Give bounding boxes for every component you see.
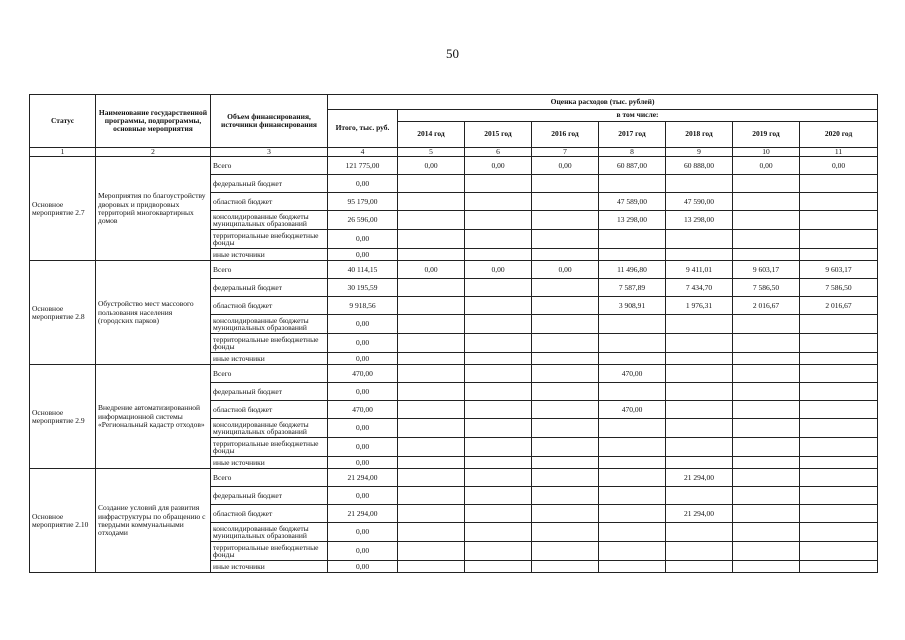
year-value [666, 334, 733, 353]
year-value [398, 365, 465, 383]
financing-source: областной бюджет [211, 297, 328, 315]
table-row [30, 157, 878, 175]
year-value [733, 175, 800, 193]
year-value [599, 457, 666, 469]
header-year: 2019 год [733, 122, 800, 148]
year-value: 7 586,50 [800, 279, 878, 297]
year-value [532, 353, 599, 365]
year-value [666, 383, 733, 401]
year-value [398, 419, 465, 438]
year-value [465, 211, 532, 230]
financing-source: территориальные внебюджетные фонды [211, 438, 328, 457]
total-value: 0,00 [328, 487, 398, 505]
year-value [733, 561, 800, 573]
table-body [30, 157, 878, 573]
year-value [666, 457, 733, 469]
year-value [398, 315, 465, 334]
financing-source: иные источники [211, 353, 328, 365]
year-value [599, 353, 666, 365]
year-value [532, 542, 599, 561]
year-value [532, 419, 599, 438]
year-value [465, 193, 532, 211]
year-value [465, 419, 532, 438]
total-value: 0,00 [328, 438, 398, 457]
header-year: 2016 год [532, 122, 599, 148]
year-value [465, 457, 532, 469]
year-value: 47 589,00 [599, 193, 666, 211]
year-value: 0,00 [398, 157, 465, 175]
year-value [398, 469, 465, 487]
year-value [532, 365, 599, 383]
year-value: 1 976,31 [666, 297, 733, 315]
measure-status: Основное мероприятие 2.7 [30, 157, 96, 261]
column-number: 2 [96, 148, 211, 157]
financing-source: территориальные внебюджетные фонды [211, 334, 328, 353]
year-value [398, 523, 465, 542]
year-value: 0,00 [532, 261, 599, 279]
year-value [666, 438, 733, 457]
year-value [398, 297, 465, 315]
total-value: 470,00 [328, 365, 398, 383]
year-value [398, 457, 465, 469]
year-value [465, 487, 532, 505]
table-row [30, 469, 878, 487]
year-value: 9 603,17 [733, 261, 800, 279]
header-year: 2014 год [398, 122, 465, 148]
year-value [465, 175, 532, 193]
year-value [532, 175, 599, 193]
year-value: 21 294,00 [666, 505, 733, 523]
year-value [666, 401, 733, 419]
total-value: 95 179,00 [328, 193, 398, 211]
year-value [532, 193, 599, 211]
financing-source: областной бюджет [211, 193, 328, 211]
year-value: 0,00 [532, 157, 599, 175]
header-year: 2020 год [800, 122, 878, 148]
year-value [733, 487, 800, 505]
year-value [599, 542, 666, 561]
header-total: Итого, тыс. руб. [328, 110, 398, 148]
total-value: 26 596,00 [328, 211, 398, 230]
financing-source: консолидированные бюджеты муниципальных образований [211, 523, 328, 542]
financing-source: Всего [211, 469, 328, 487]
year-value [599, 561, 666, 573]
financing-source: областной бюджет [211, 401, 328, 419]
year-value [398, 353, 465, 365]
year-value [800, 249, 878, 261]
year-value [733, 353, 800, 365]
measure-status: Основное мероприятие 2.9 [30, 365, 96, 469]
year-value [800, 523, 878, 542]
year-value: 9 411,01 [666, 261, 733, 279]
total-value: 0,00 [328, 249, 398, 261]
year-value [666, 542, 733, 561]
total-value: 0,00 [328, 542, 398, 561]
year-value [398, 211, 465, 230]
year-value [800, 401, 878, 419]
page-number: 50 [446, 46, 459, 61]
year-value: 7 586,50 [733, 279, 800, 297]
year-value [465, 334, 532, 353]
year-value [800, 457, 878, 469]
year-value: 2 016,67 [733, 297, 800, 315]
year-value [532, 249, 599, 261]
year-value: 2 016,67 [800, 297, 878, 315]
financing-source: Всего [211, 261, 328, 279]
year-value: 13 298,00 [666, 211, 733, 230]
year-value [733, 334, 800, 353]
year-value [599, 383, 666, 401]
year-value [666, 175, 733, 193]
year-value [599, 523, 666, 542]
year-value [532, 469, 599, 487]
total-value: 21 294,00 [328, 469, 398, 487]
year-value [733, 193, 800, 211]
year-value [465, 438, 532, 457]
column-number: 3 [211, 148, 328, 157]
year-value [733, 365, 800, 383]
column-number: 8 [599, 148, 666, 157]
header-year: 2018 год [666, 122, 733, 148]
header-estimate: Оценка расходов (тыс. рублей) [328, 95, 878, 110]
year-value [666, 249, 733, 261]
year-value [800, 353, 878, 365]
measure-name: Создание условий для развития инфраструктуры по обращению с твердыми коммунальными отходами [96, 469, 211, 573]
year-value [800, 561, 878, 573]
financing-source: иные источники [211, 457, 328, 469]
year-value [599, 505, 666, 523]
financing-source: консолидированные бюджеты муниципальных образований [211, 419, 328, 438]
year-value: 60 888,00 [666, 157, 733, 175]
year-value [465, 523, 532, 542]
column-number-row [30, 148, 878, 157]
year-value [398, 193, 465, 211]
year-value [532, 334, 599, 353]
year-value: 470,00 [599, 401, 666, 419]
year-value [733, 505, 800, 523]
year-value [800, 419, 878, 438]
year-value [532, 315, 599, 334]
year-value [465, 561, 532, 573]
year-value [398, 249, 465, 261]
measure-name: Обустройство мест массового пользования населения (городских парков) [96, 261, 211, 365]
year-value [666, 353, 733, 365]
budget-table [29, 94, 878, 573]
year-value: 7 587,89 [599, 279, 666, 297]
year-value [532, 505, 599, 523]
column-number: 7 [532, 148, 599, 157]
year-value [465, 249, 532, 261]
financing-source: федеральный бюджет [211, 487, 328, 505]
year-value [398, 279, 465, 297]
year-value [800, 438, 878, 457]
year-value [733, 469, 800, 487]
total-value: 0,00 [328, 230, 398, 249]
year-value [733, 383, 800, 401]
year-value [733, 542, 800, 561]
year-value [800, 542, 878, 561]
year-value [599, 487, 666, 505]
year-value: 7 434,70 [666, 279, 733, 297]
year-value [532, 230, 599, 249]
measure-status: Основное мероприятие 2.8 [30, 261, 96, 365]
year-value [733, 438, 800, 457]
year-value [800, 193, 878, 211]
year-value [398, 175, 465, 193]
year-value [733, 523, 800, 542]
year-value [733, 249, 800, 261]
year-value [465, 469, 532, 487]
financing-source: областной бюджет [211, 505, 328, 523]
header-year: 2015 год [465, 122, 532, 148]
column-number: 11 [800, 148, 878, 157]
financing-source: территориальные внебюджетные фонды [211, 230, 328, 249]
year-value [465, 315, 532, 334]
total-value: 0,00 [328, 523, 398, 542]
year-value [465, 542, 532, 561]
column-number: 6 [465, 148, 532, 157]
year-value [599, 438, 666, 457]
year-value [733, 230, 800, 249]
year-value [800, 230, 878, 249]
financing-source: иные источники [211, 249, 328, 261]
year-value [398, 334, 465, 353]
header-including: в том числе: [398, 110, 878, 122]
column-number: 10 [733, 148, 800, 157]
year-value [398, 230, 465, 249]
year-value [800, 211, 878, 230]
header-financing: Объем финансирования, источники финансирования [211, 95, 328, 148]
total-value: 0,00 [328, 175, 398, 193]
total-value: 0,00 [328, 334, 398, 353]
header-year: 2017 год [599, 122, 666, 148]
header-status: Статус [30, 95, 96, 148]
year-value [666, 365, 733, 383]
year-value [800, 505, 878, 523]
year-value [532, 211, 599, 230]
year-value [733, 419, 800, 438]
column-number: 1 [30, 148, 96, 157]
financing-source: консолидированные бюджеты муниципальных образований [211, 211, 328, 230]
year-value: 0,00 [465, 157, 532, 175]
total-value: 0,00 [328, 353, 398, 365]
year-value [398, 505, 465, 523]
total-value: 121 775,00 [328, 157, 398, 175]
year-value [666, 419, 733, 438]
year-value [465, 383, 532, 401]
year-value [733, 211, 800, 230]
year-value [733, 315, 800, 334]
year-value [398, 487, 465, 505]
year-value [465, 279, 532, 297]
year-value [800, 334, 878, 353]
header-name: Наименование государственной программы, подпрограммы, основные мероприятия [96, 95, 211, 148]
year-value [599, 315, 666, 334]
year-value [599, 469, 666, 487]
total-value: 0,00 [328, 561, 398, 573]
total-value: 0,00 [328, 383, 398, 401]
year-value: 0,00 [465, 261, 532, 279]
year-value [465, 353, 532, 365]
year-value [800, 315, 878, 334]
year-value [599, 419, 666, 438]
year-value [465, 505, 532, 523]
total-value: 470,00 [328, 401, 398, 419]
financing-source: иные источники [211, 561, 328, 573]
measure-name: Мероприятия по благоустройству дворовых и придворовых территорий многоквартирных домов [96, 157, 211, 261]
year-value: 21 294,00 [666, 469, 733, 487]
total-value: 21 294,00 [328, 505, 398, 523]
year-value [532, 487, 599, 505]
financing-source: территориальные внебюджетные фонды [211, 542, 328, 561]
year-value [599, 230, 666, 249]
year-value [733, 457, 800, 469]
column-number: 4 [328, 148, 398, 157]
year-value: 0,00 [398, 261, 465, 279]
table-row [30, 261, 878, 279]
year-value [599, 175, 666, 193]
year-value [532, 401, 599, 419]
year-value [398, 542, 465, 561]
total-value: 30 195,59 [328, 279, 398, 297]
year-value [599, 249, 666, 261]
year-value [532, 438, 599, 457]
year-value: 60 887,00 [599, 157, 666, 175]
year-value [465, 230, 532, 249]
year-value [666, 230, 733, 249]
year-value: 3 908,91 [599, 297, 666, 315]
total-value: 40 114,15 [328, 261, 398, 279]
year-value [733, 401, 800, 419]
year-value: 11 496,80 [599, 261, 666, 279]
total-value: 0,00 [328, 419, 398, 438]
year-value [666, 523, 733, 542]
year-value: 9 603,17 [800, 261, 878, 279]
financing-source: федеральный бюджет [211, 175, 328, 193]
year-value: 0,00 [800, 157, 878, 175]
year-value [398, 438, 465, 457]
year-value [532, 297, 599, 315]
year-value [666, 487, 733, 505]
year-value: 470,00 [599, 365, 666, 383]
year-value [800, 469, 878, 487]
year-value [398, 383, 465, 401]
financing-source: федеральный бюджет [211, 279, 328, 297]
column-number: 9 [666, 148, 733, 157]
total-value: 0,00 [328, 457, 398, 469]
year-value: 47 590,00 [666, 193, 733, 211]
year-value [532, 457, 599, 469]
total-value: 0,00 [328, 315, 398, 334]
year-value [465, 365, 532, 383]
year-value: 0,00 [733, 157, 800, 175]
year-value: 13 298,00 [599, 211, 666, 230]
year-value [800, 175, 878, 193]
year-value [398, 561, 465, 573]
column-number: 5 [398, 148, 465, 157]
year-value [465, 401, 532, 419]
measure-status: Основное мероприятие 2.10 [30, 469, 96, 573]
year-value [532, 561, 599, 573]
year-value [666, 315, 733, 334]
year-value [465, 297, 532, 315]
year-value [599, 334, 666, 353]
year-value [532, 383, 599, 401]
year-value [666, 561, 733, 573]
total-value: 9 918,56 [328, 297, 398, 315]
year-value [532, 523, 599, 542]
year-value [800, 487, 878, 505]
year-value [398, 401, 465, 419]
measure-name: Внедрение автоматизированной информационной системы «Региональный кадастр отходов» [96, 365, 211, 469]
financing-source: Всего [211, 157, 328, 175]
financing-source: консолидированные бюджеты муниципальных образований [211, 315, 328, 334]
financing-source: Всего [211, 365, 328, 383]
financing-source: федеральный бюджет [211, 383, 328, 401]
year-value [532, 279, 599, 297]
year-value [800, 365, 878, 383]
year-value [800, 383, 878, 401]
table-row [30, 365, 878, 383]
